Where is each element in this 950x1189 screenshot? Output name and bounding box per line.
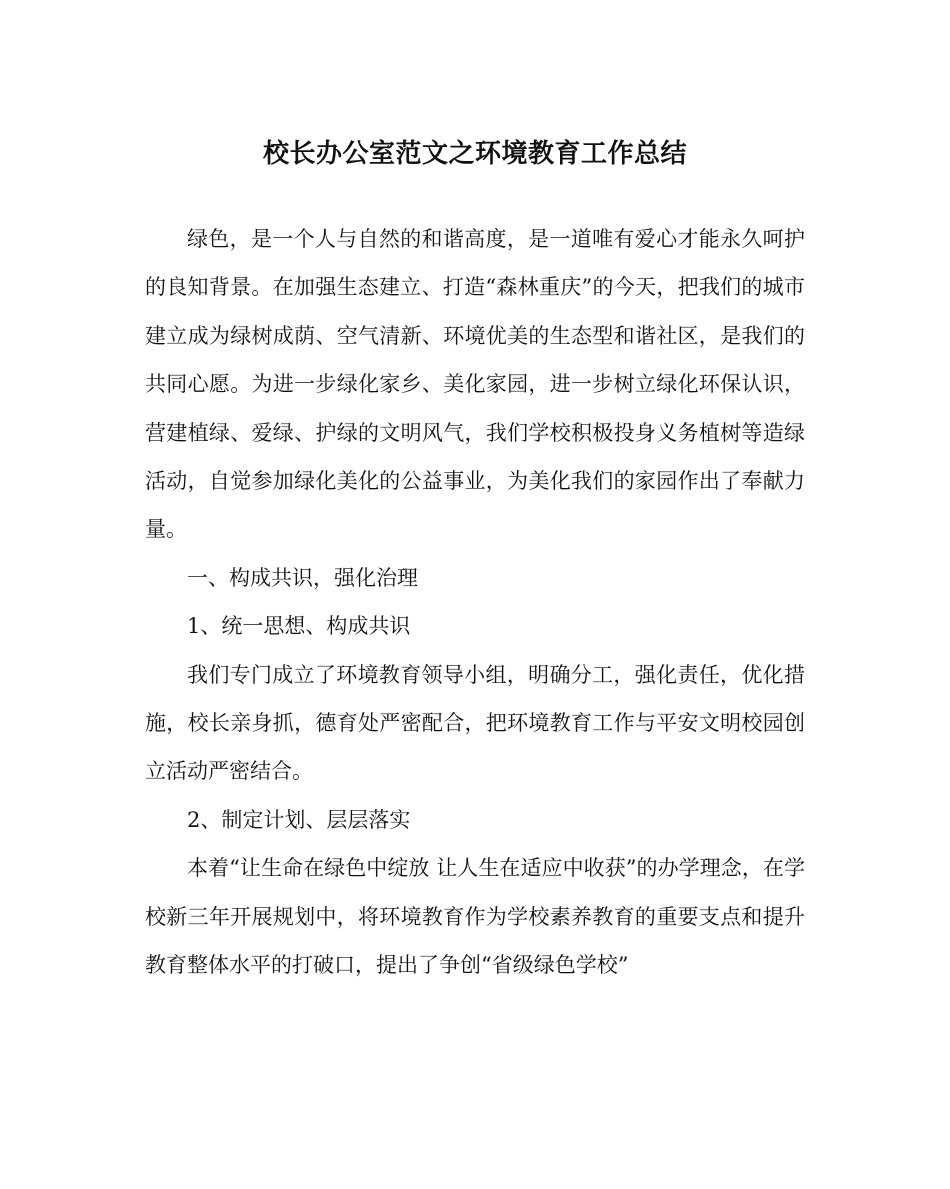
- paragraph-plan: 本着“让生命在绿色中绽放 让人生在适应中收获”的办学理念，在学校新三年开展规划中，将环境教育作为学校素养教育的重要支点和提升教育整体水平的打破口，提出了争创“省级绿色学校”: [145, 856, 805, 978]
- section-heading-1: 一、构成共识，强化治理: [187, 565, 418, 590]
- document-body: [145, 215, 805, 990]
- document-title: 校长办公室范文之环境教育工作总结: [262, 139, 687, 169]
- paragraph-intro: 绿色，是一个人与自然的和谐高度，是一道唯有爱心才能永久呵护的良知背景。在加强生态建立、打造“森林重庆”的今天，把我们的城市建立成为绿树成荫、空气清新、环境优美的生态型和谐社区，是我们的共同心愿。为进一步绿化家乡、美化家园，进一步树立绿化环保认识，营建植绿、爱绿、护绿的文明风气，我们学校积极投身义务植树等造绿活动，自觉参加绿化美化的公益事业，为美化我们的家园作出了奉献力量。: [145, 227, 805, 542]
- paragraph-leadership: 我们专门成立了环境教育领导小组，明确分工，强化责任，优化措施，校长亲身抓，德育处严密配合，把环境教育工作与平安文明校园创立活动严密结合。: [145, 662, 805, 784]
- subheading-1-1: 1、统一思想、构成共识: [187, 614, 411, 639]
- subheading-1-2: 2、制定计划、层层落实: [187, 807, 411, 832]
